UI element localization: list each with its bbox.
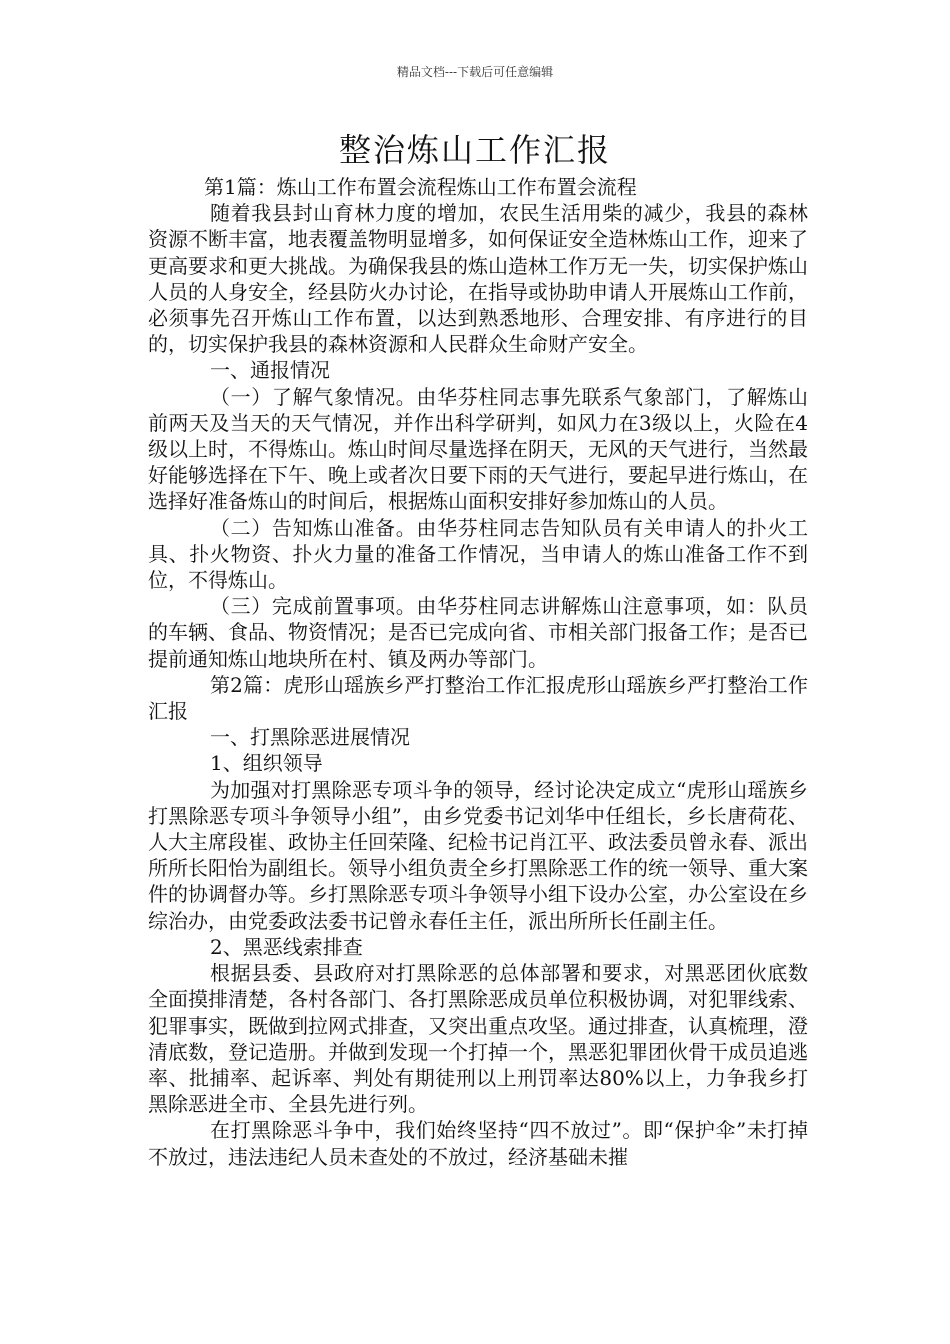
paragraph: 根据县委、县政府对打黑除恶的总体部署和要求，对黑恶团伙底数全面摸排清楚，各村各部门、各打黑除恶成员单位积极协调，对犯罪线索、犯罪事实，既做到拉网式排查，又突出重点攻坚。通过排查，认真梳理，澄清底数，登记造册。并做到发现一个打掉一个，黑恶犯罪团伙骨干成员追逃率、批捕率、起诉率、判处有期徒刑以上刑罚率达80%以上，力争我乡打黑除恶进全市、全县先进行列。 [148, 961, 808, 1117]
header-note: 精品文档---下载后可任意编辑 [396, 65, 554, 79]
document-title: 整治炼山工作汇报 [338, 131, 611, 169]
paragraph: 在打黑除恶斗争中，我们始终坚持“四不放过”。即“保护伞”未打掉不放过，违法违纪人员未查处的不放过，经济基础未摧 [148, 1118, 808, 1169]
paragraph: （三）完成前置事项。由华芬柱同志讲解炼山注意事项，如：队员的车辆、食品、物资情况；是否已完成向省、市相关部门报备工作；是否已提前通知炼山地块所在村、镇及两办等部门。 [148, 594, 808, 671]
subsection-heading: 1、组织领导 [210, 751, 323, 776]
paragraph: （一）了解气象情况。由华芬柱同志事先联系气象部门，了解炼山前两天及当天的天气情况，并作出科学研判，如风力在3级以上，火险在4级以上时，不得炼山。炼山时间尽量选择在阴天，无风的天气进行，当然最好能够选择在下午、晚上或者次日要下雨的天气进行，要起早进行炼山，在选择好准备炼山的时间后，根据炼山面积安排好参加炼山的人员。 [148, 384, 808, 514]
subsection-heading: 2、黑恶线索排查 [210, 934, 363, 959]
paragraph: （二）告知炼山准备。由华芬柱同志告知队员有关申请人的扑火工具、扑火物资、扑火力量的准备工作情况，当申请人的炼山准备工作不到位，不得炼山。 [148, 515, 808, 593]
paragraph: 随着我县封山育林力度的增加，农民生活用柴的减少，我县的森林资源不断丰富，地表覆盖物明显增多，如何保证安全造林炼山工作，迎来了更高要求和更大挑战。为确保我县的炼山造林工作万无一失，切实保护炼山人员的人身安全，经县防火办讨论，在指导或协助申请人开展炼山工作前，必须事先召开炼山工作布置，以达到熟悉地形、合理安排、有序进行的目的，切实保护我县的森林资源和人民群众生命财产安全。 [148, 201, 808, 357]
subsection-heading: 一、通报情况 [210, 358, 330, 383]
subsection-heading: 一、打黑除恶进展情况 [210, 725, 410, 750]
paragraph: 为加强对打黑除恶专项斗争的领导，经讨论决定成立“虎形山瑶族乡打黑除恶专项斗争领导小组”，由乡党委书记刘华中任组长，乡长唐荷花、人大主席段崔、政协主任回荣隆、纪检书记肖江平、政法委员曾永春、派出所所长阳怡为副组长。领导小组负责全乡打黑除恶工作的统一领导、重大案件的协调督办等。乡打黑除恶专项斗争领导小组下设办公室，办公室设在乡综治办，由党委政法委书记曾永春任主任，派出所所长任副主任。 [148, 777, 808, 933]
section-heading: 第2篇：虎形山瑶族乡严打整治工作汇报虎形山瑶族乡严打整治工作汇报 [148, 672, 808, 724]
section-heading: 第1篇：炼山工作布置会流程炼山工作布置会流程 [204, 175, 637, 199]
document-body [148, 174, 808, 1170]
